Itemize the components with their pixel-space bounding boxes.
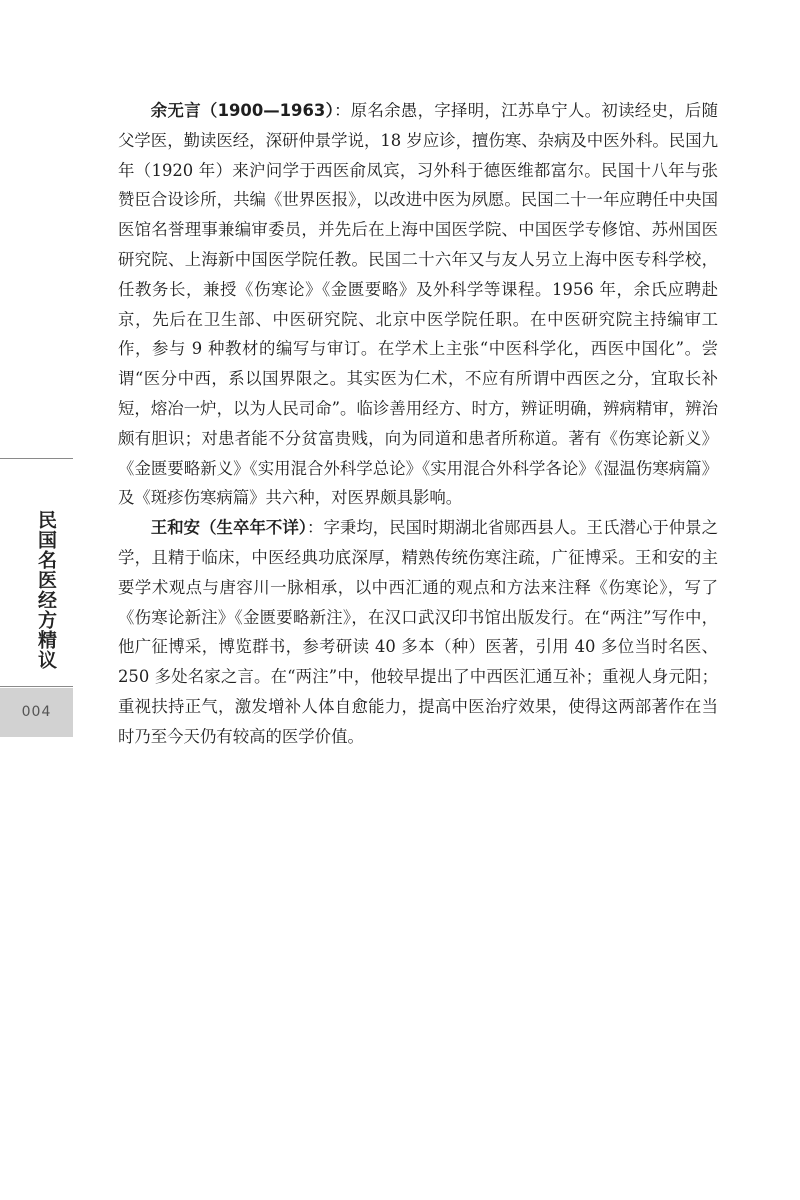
entry-name: 余无言（1900—1963） <box>150 101 335 120</box>
entry-paragraph <box>118 513 718 751</box>
entry-text: ：字秉均，民国时期湖北省郧西县人。王氏潜心于仲景之学，且精于临床，中医经典功底深厚，精熟传统伤寒注疏，广征博采。王和安的主要学术观点与唐容川一脉相承，以中西汇通的观点和方法来注释《伤寒论》，写了《伤寒论新注》《金匮要略新注》，在汉口武汉印书馆出版发行。在“两注”写作中，他广征博采，博览群书，参考研读 40 多本（种）医著，引用 40 多位当时名医、250 多处名家之言。在“两注”中，他较早提出了中西医汇通互补；重视人身元阳；重视扶持正气，激发增补人体自愈能力，提高中医治疗效果，使得这两部著作在当时乃至今天仍有较高的医学价值。 <box>118 518 718 746</box>
page-number-tab <box>0 688 73 737</box>
side-divider-top <box>0 458 73 459</box>
entry-text: ：原名余愚，字择明，江苏阜宁人。初读经史，后随父学医，勤读医经，深研仲景学说，18 岁应诊，擅伤寒、杂病及中医外科。民国九年（1920 年）来沪问学于西医俞凤宾，习外科于德医维都富尔。民国十八年与张赞臣合设诊所，共编《世界医报》，以改进中医为夙愿。民国二十一年应聘任中央国医馆名誉理事兼编审委员，并先后在上海中国医学院、中国医学专修馆、苏州国医研究院、上海新中国医学院任教。民国二十六年又与友人另立上海中医专科学校，任教务长，兼授《伤寒论》《金匮要略》及外科学等课程。1956 年，余氏应聘赴京，先后在卫生部、中医研究院、北京中医学院任职。在中医研究院主持编审工作，参与 9 种教材的编写与审订。在学术上主张“中医科学化，西医中国化”。尝谓“医分中西，系以国界限之。其实医为仁术，不应有所谓中西医之分，宜取长补短，熔冶一炉，以为人民司命”。临诊善用经方、时方，辨证明确，辨病精审，辨治颇有胆识；对患者能不分贫富贵贱，向为同道和患者所称道。著有《伤寒论新义》《金匮要略新义》《实用混合外科学总论》《实用混合外科学各论》《湿温伤寒病篇》及《斑疹伤寒病篇》共六种，对医界颇具影响。 <box>118 101 718 508</box>
entry-paragraph <box>118 96 718 513</box>
entry-name: 王和安（生卒年不详） <box>150 518 308 538</box>
book-title: 民国名医经方精议 <box>35 510 57 670</box>
body-text <box>118 96 718 752</box>
side-divider-bottom <box>0 686 73 687</box>
page-number: 004 <box>21 704 52 720</box>
